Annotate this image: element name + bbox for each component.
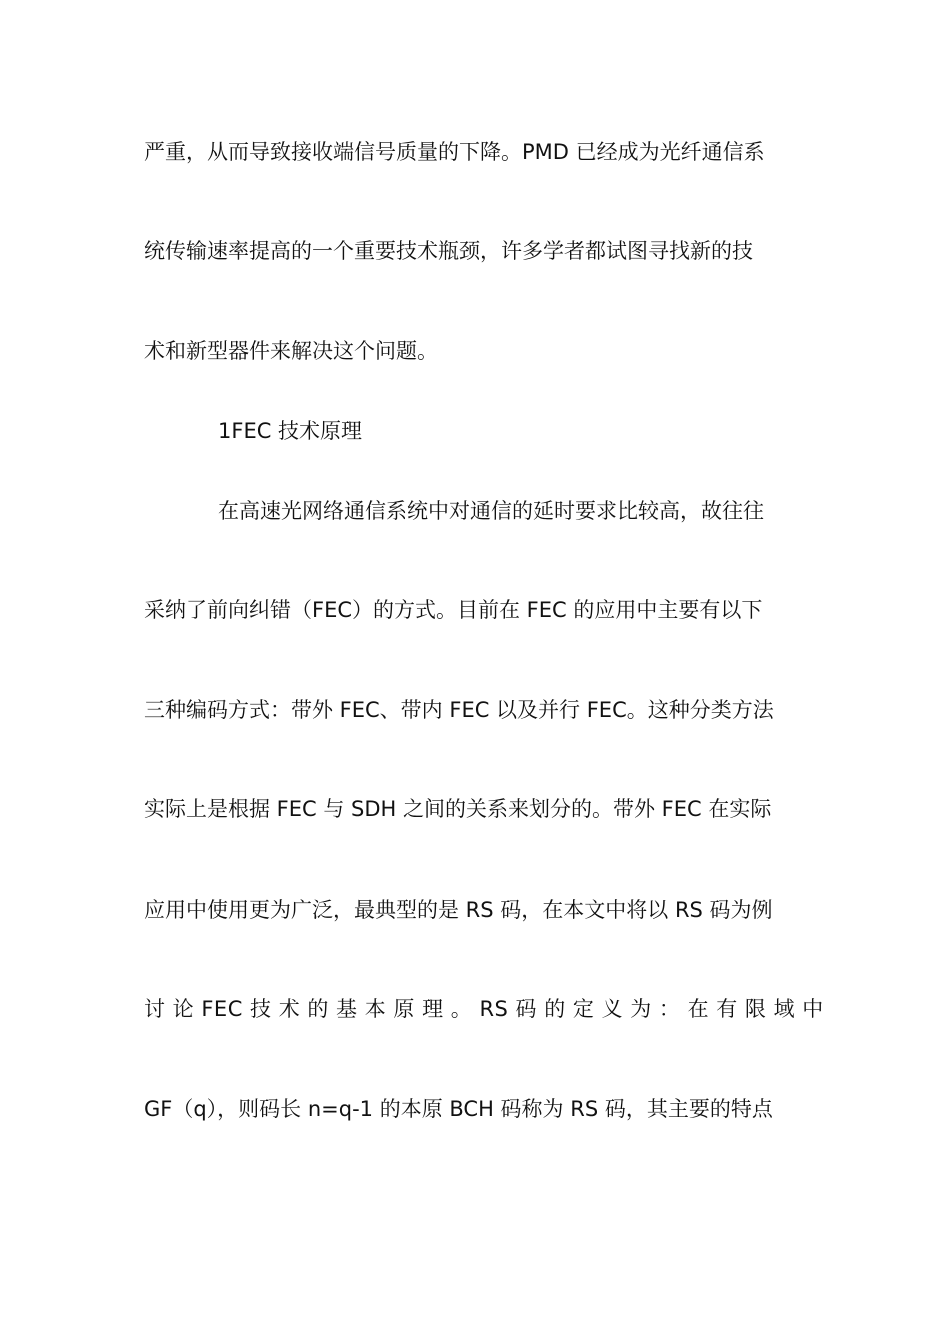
paragraph-line: 术和新型器件来解决这个问题。 xyxy=(144,339,438,363)
paragraph-line: 采纳了前向纠错（FEC）的方式。目前在 FEC 的应用中主要有以下 xyxy=(144,598,763,622)
paragraph-line: 三种编码方式：带外 FEC、带内 FEC 以及并行 FEC。这种分类方法 xyxy=(144,698,774,722)
paragraph-line: GF（q），则码长 n=q-1 的本原 BCH 码称为 RS 码，其主要的特点 xyxy=(144,1097,773,1121)
paragraph-line: 实际上是根据 FEC 与 SDH 之间的关系来划分的。带外 FEC 在实际 xyxy=(144,797,772,821)
paragraph-line: 在高速光网络通信系统中对通信的延时要求比较高，故往往 xyxy=(218,499,764,523)
section-heading: 1FEC 技术原理 xyxy=(218,419,363,443)
paragraph-line: 讨 论 FEC 技 术 的 基 本 原 理 。 RS 码 的 定 义 为 ： 在 有 限 域 中 xyxy=(144,997,824,1021)
paragraph-line: 统传输速率提高的一个重要技术瓶颈，许多学者都试图寻找新的技 xyxy=(144,239,753,263)
paragraph-line: 严重，从而导致接收端信号质量的下降。PMD 已经成为光纤通信系 xyxy=(144,140,765,164)
paragraph-line: 应用中使用更为广泛，最典型的是 RS 码，在本文中将以 RS 码为例 xyxy=(144,898,773,922)
